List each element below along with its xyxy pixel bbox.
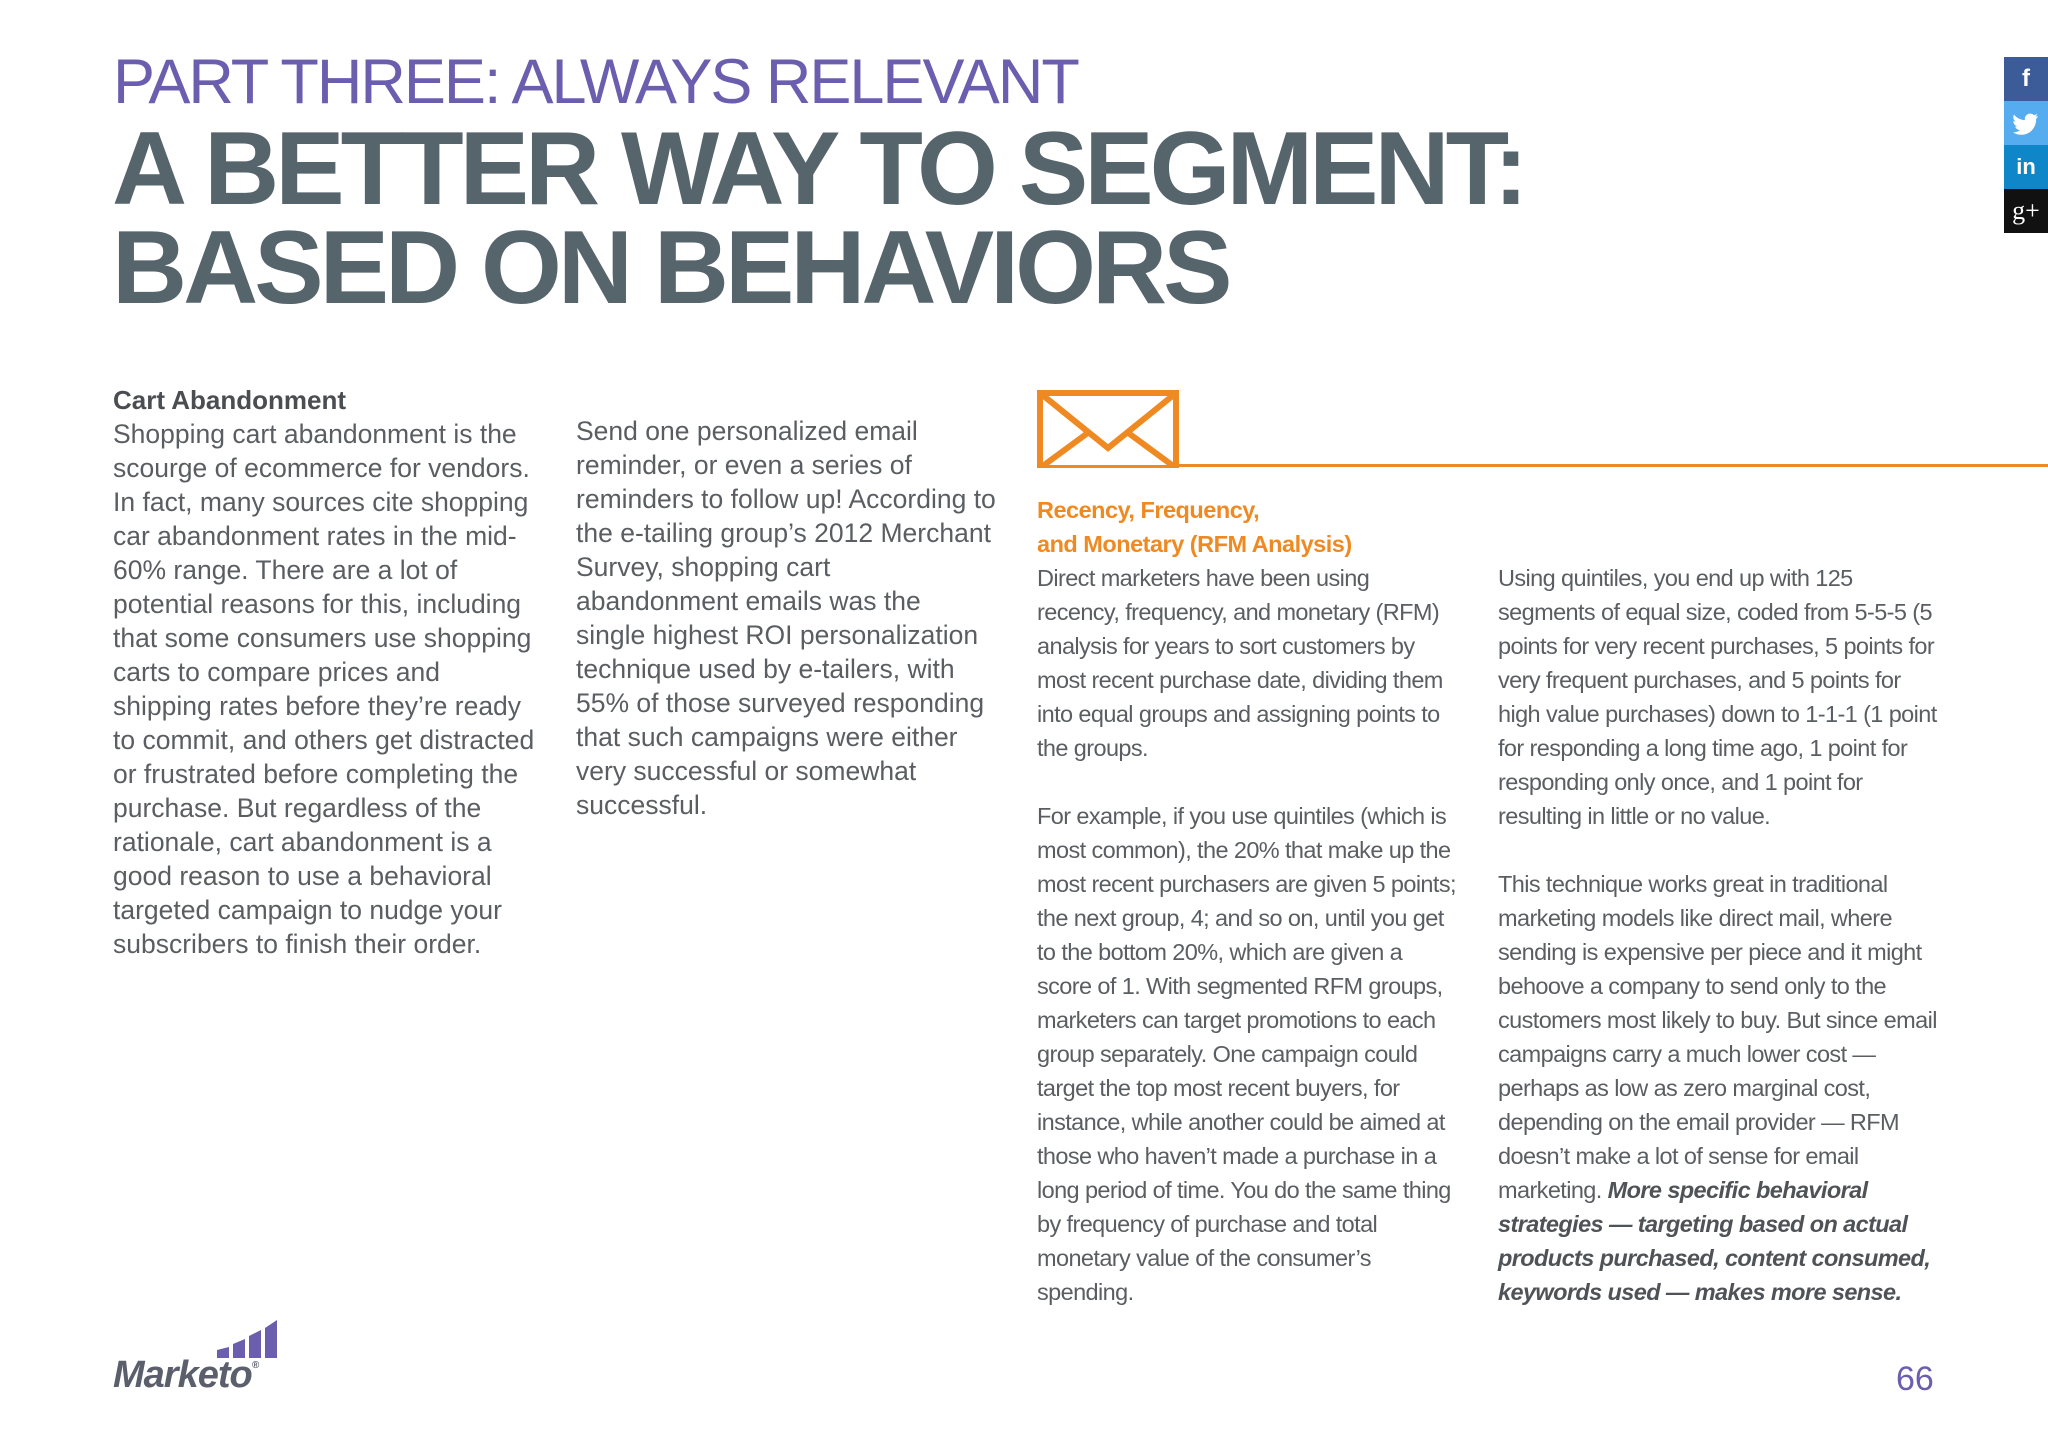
envelope-icon (1037, 390, 1179, 468)
google-plus-icon[interactable]: g+ (2004, 189, 2048, 233)
email-reminder-paragraph: Send one personalized email reminder, or even a series of reminders to follow up! According to the e-tailing group’s 2012 Merchant Survey, shopping cart abandonment emails was the single highest ROI personalization technique used by e-tailers, with 55% of those surveyed responding that such campaigns were either very successful or somewhat successful. (576, 416, 996, 820)
marketo-bars-icon (217, 1320, 283, 1358)
rfm-heading-line-2: and Monetary (RFM Analysis) (1037, 531, 1352, 557)
facebook-icon[interactable]: f (2004, 57, 2048, 101)
rfm-paragraph-4-text: This technique works great in traditional marketing models like direct mail, where sending is expensive per piece and it might behoove a company to send only to the customers most likely to buy. But since email campaigns carry a much lower cost — perhaps as low as zero marginal cost, depending on the email provider — RFM doesn’t make a lot of sense for email marketing. (1498, 871, 1937, 1203)
marketo-logo (113, 1320, 283, 1400)
twitter-icon[interactable] (2004, 101, 2048, 145)
social-share-bar (2004, 57, 2048, 233)
rfm-paragraph-4 (1498, 867, 1948, 1309)
marketo-wordmark: Marketo® (113, 1354, 259, 1396)
rfm-heading-line-1: Recency, Frequency, (1037, 497, 1260, 523)
cart-abandonment-column (113, 383, 543, 961)
page-title-line-1: A BETTER WAY TO SEGMENT: (112, 111, 1525, 227)
rfm-paragraph-1: Direct marketers have been using recency, frequency, and monetary (RFM) analysis for years to sort customers by most recent purchase date, dividing them into equal groups and assigning points to the groups. (1037, 565, 1443, 761)
rfm-column-right (1498, 561, 1948, 1309)
email-reminder-column (576, 414, 996, 822)
rfm-paragraph-2: For example, if you use quintiles (which is most common), the 20% that make up the most recent purchasers are given 5 points; the next group, 4; and so on, until you get to the bottom 20%, which are given a score of 1. With segmented RFM groups, marketers can target promotions to each group separately. One campaign could target the top most recent buyers, for instance, while another could be aimed at those who haven’t made a purchase in a long period of time. You do the same thing by frequency of purchase and total monetary value of the consumer’s spending. (1037, 803, 1456, 1305)
section-divider (1178, 464, 2048, 467)
linkedin-icon[interactable]: in (2004, 145, 2048, 189)
rfm-paragraph-4-emphasis: More specific behavioral strategies — targeting based on actual products purchased, content consumed, keywords used — makes more sense. (1498, 1177, 1931, 1305)
page-number: 66 (1896, 1360, 1934, 1398)
rfm-paragraph-3: Using quintiles, you end up with 125 segments of equal size, coded from 5-5-5 (5 points for very recent purchases, 5 points for very frequent purchases, and 5 points for high value purchases) down to 1-1-1 (1 point for responding a long time ago, 1 point for responding only once, and 1 point for resulting in little or no value. (1498, 565, 1937, 829)
rfm-heading (1037, 493, 1457, 561)
rfm-column-left (1037, 561, 1457, 1309)
page-title (112, 111, 1525, 326)
cart-abandonment-paragraph: Shopping cart abandonment is the scourge of ecommerce for vendors. In fact, many sources cite shopping car abandonment rates in the mid-60% range. There are a lot of potential reasons for this, including that some consumers use shopping carts to compare prices and shipping rates before they’re ready to commit, and others get distracted or frustrated before completing the purchase. But regardless of the rationale, cart abandonment is a good reason to use a behavioral targeted campaign to nudge your subscribers to finish their order. (113, 419, 535, 959)
cart-abandonment-heading: Cart Abandonment (113, 385, 347, 415)
page-title-line-2: BASED ON BEHAVIORS (112, 210, 1229, 326)
part-title: PART THREE: ALWAYS RELEVANT (113, 47, 1078, 117)
